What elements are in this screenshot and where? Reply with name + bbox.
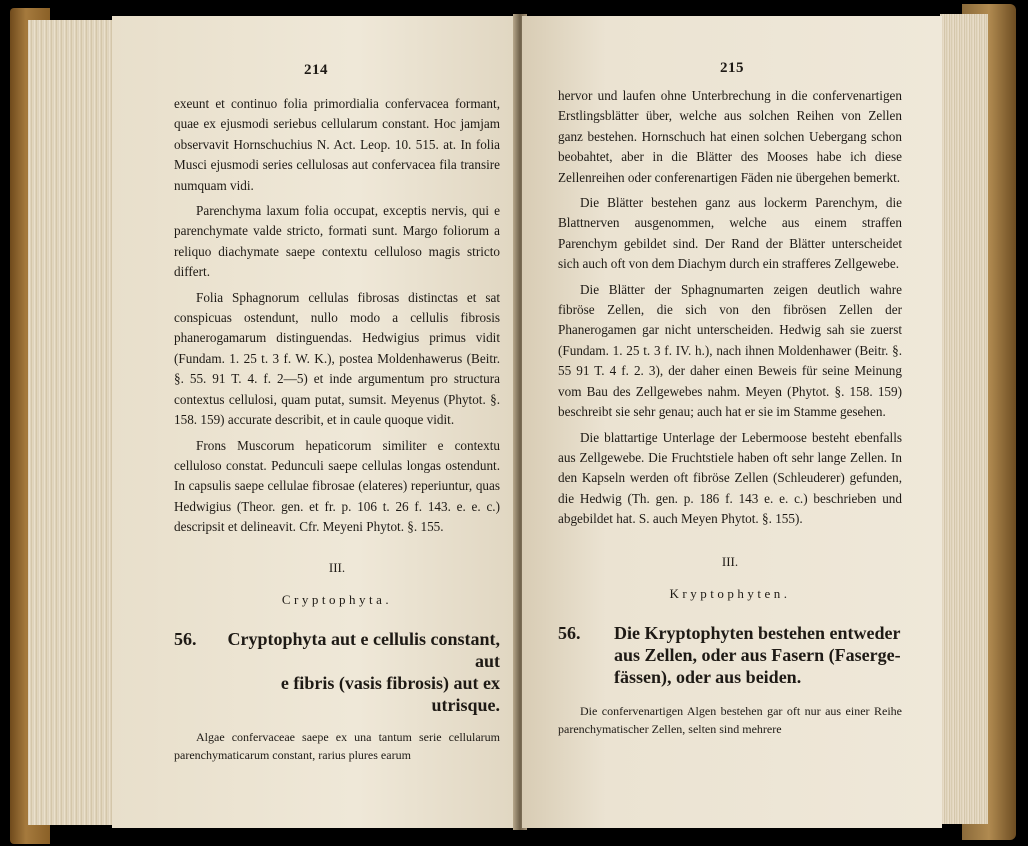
paragraph: Frons Muscorum hepaticorum similiter e contextu celluloso constat. Pedunculi saepe cellulas longas ostendunt. In capsulis saepe cellulae fibrosae (elateres) reperiuntur, quas Hedwigius (Theor. gen. et fr. p. 106 t. 26 f. 143. e. e. c.) descripsit et delineavit. Cfr. Meyeni Phytot. §. 155.	[174, 437, 500, 535]
section-roman: III.	[328, 559, 346, 575]
section-roman: III.	[721, 553, 739, 569]
heading-line: Cryptophyta aut e cellulis constant, aut	[227, 629, 500, 672]
heading-line: e fibris (vasis fibrosis) aut ex utrisque.	[280, 673, 500, 716]
paragraph: Algae confervaceae saepe ex una tantum serie cellularum parenchymaticarum constant, rarius plures earum	[174, 730, 500, 763]
page-number: 215	[720, 60, 744, 76]
heading-number: 56.	[558, 623, 581, 644]
left-text-column	[174, 94, 500, 764]
right-text-column	[558, 86, 902, 738]
paragraph: Die blattartige Unterlage der Lebermoose besteht ebenfalls aus Zellgewebe. Die Fruchtstiele haben oft sehr lange Zellen. In den Kapseln werden oft fibröse Zellen (Schleuderer) gefunden, die Hedwig (Th. gen. p. 186 f. 143 e. e. c.) beschrieben und abgebildet hat. S. auch Meyen Phytot. §. 155).	[558, 429, 902, 527]
section-heading	[174, 628, 500, 716]
page-edges-right	[940, 14, 988, 824]
heading-line: Die Kryptophyten bestehen entweder	[614, 623, 901, 644]
paragraph: Folia Sphagnorum cellulas fibrosas distinctas et sat conspicuas ostendunt, nullo modo a cellulis fibrosis phanerogamarum distinguendas. Hedwigius primus vidit (Fundam. 1. 25 t. 3 f. W. K.), postea Moldenhawerus (Beitr. §. 55. 91 T. 4. f. 2—5) et inde argumentum pro structura contextus cellulosi, quam putat, sumsit. Meyenus (Phytot. §. 158. 159) accurate describit, et in caule quoque vidit.	[174, 289, 500, 428]
paragraph: Die Blätter der Sphagnumarten zeigen deutlich wahre fibröse Zellen, die sich von den fibrösen Zellen der Phanerogamen gar nicht unterscheiden. Hedwig sah sie zuerst (Fundam. 1. 25 t. 3 f. IV. h.), nach ihnen Moldenhawer (Beitr. §. 55 91 T. 4 f. 2. 3), der daher einen Beweis für seine Meinung vom Bau des Zellgewebes nahm. Meyen (Phytot. §. 158. 159) beschreibt sie sehr genau; auch hat er sie im Stamme gesehen.	[558, 281, 902, 420]
heading-line: fässen), oder aus beiden.	[614, 667, 802, 688]
paragraph: Die confervenartigen Algen bestehen gar oft nur aus einer Reihe parenchymatischer Zellen, selten sind mehrere	[558, 704, 902, 737]
page-edges-left	[28, 20, 114, 825]
paragraph: Parenchyma laxum folia occupat, exceptis nervis, qui e parenchymate valde stricto, formati sunt. Margo foliorum a reliquo diachymate saepe contextu celluloso magis stricto differt.	[174, 203, 500, 280]
paragraph: Die Blätter bestehen ganz aus lockerm Parenchym, die Blattnerven ausgenommen, welche aus einem straffen Parenchym gebildet sind. Der Rand der Blätter unterscheidet sich auch oft von dem Diachym durch ein strafferes Zellgewebe.	[558, 195, 902, 272]
section-title: Cryptophyta.	[281, 591, 393, 607]
section-title: Kryptophyten.	[669, 585, 791, 601]
heading-number: 56.	[174, 629, 197, 650]
right-page	[522, 16, 942, 828]
page-number: 214	[304, 62, 328, 78]
heading-line: aus Zellen, oder aus Fasern (Faserge-	[614, 645, 901, 666]
paragraph: hervor und laufen ohne Unterbrechung in die confervenartigen Erstlingsblätter über, welche aus solchen Reihen von Zellen ganz bestehen. Hornschuch hat einen solchen Uebergang schon beobahtet, aber in die Blätter des Mooses habe ich diese Zellenreihen oder conferenartigen Fäden nie übergehen bemerkt.	[558, 88, 902, 185]
paragraph: exeunt et continuo folia primordialia confervacea formant, quae ex ejusmodi seriebus cellularum constant. Hoc jamjam observavit Hornschuchius N. Act. Leop. 10. 515. at. In folia Musci ejusmodi series cellulosas aut confervacea fila transire numquam vidi.	[174, 96, 500, 193]
section-heading	[558, 622, 902, 688]
left-page	[112, 16, 520, 828]
